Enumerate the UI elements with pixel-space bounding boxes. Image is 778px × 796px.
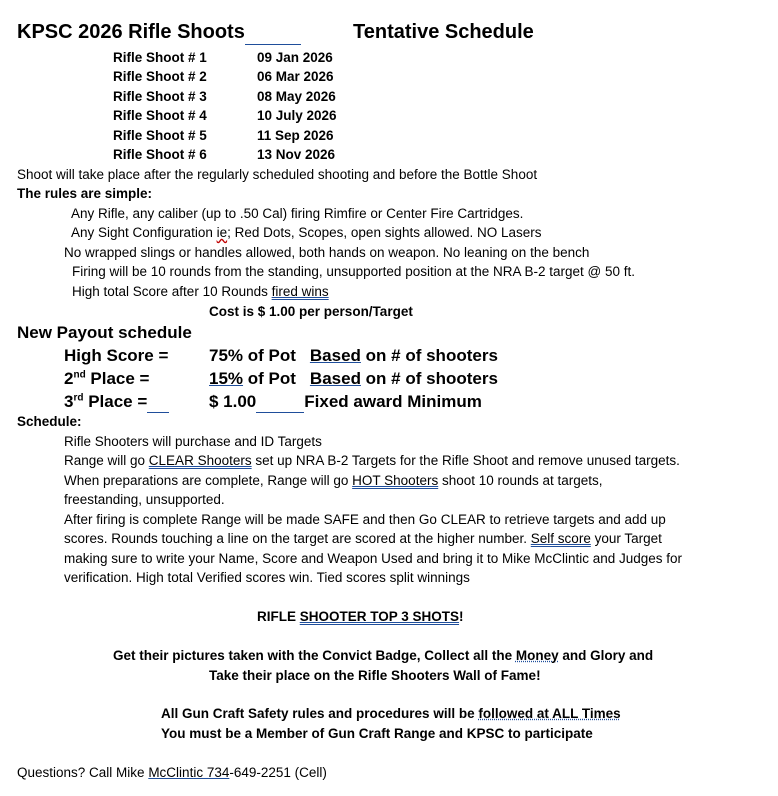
schedule-line-2 (64, 453, 680, 468)
shoot-label: Rifle Shoot # 3 (113, 89, 207, 104)
top3-underlined: SHOOTER TOP 3 SHOTS (299, 609, 460, 624)
place-num: 3 (64, 392, 74, 411)
clear-shooters: CLEAR Shooters (148, 453, 252, 468)
top3-line (257, 609, 464, 624)
third-place-value (209, 392, 482, 413)
high-score-label: High Score = (64, 346, 169, 365)
place-text: Place = (83, 392, 148, 411)
shoot-date: 09 Jan 2026 (257, 50, 333, 65)
rule-2 (71, 225, 542, 240)
rule-5-part: High total Score after 10 Rounds (72, 284, 272, 299)
contact-name-phone: McClintic 734 (148, 765, 230, 780)
safety-line-2: You must be a Member of Gun Craft Range and KPSC to participate (161, 726, 593, 741)
payout-part: on # of shooters (360, 346, 498, 365)
safety-part: All Gun Craft Safety rules and procedures will be (161, 706, 479, 721)
schedule-line-3 (64, 473, 603, 488)
title-right: Tentative Schedule (353, 21, 534, 43)
second-place-value (209, 369, 498, 389)
shoot-label: Rifle Shoot # 4 (113, 108, 207, 123)
place-sup: nd (73, 369, 86, 381)
place-num: 2 (64, 369, 74, 388)
rule-2-part: Any Sight Configuration (71, 225, 217, 240)
shoot-label: Rifle Shoot # 1 (113, 50, 207, 65)
top3-part: ! (459, 609, 464, 624)
schedule-part: When preparations are complete, Range will go (64, 473, 353, 488)
second-place-label (64, 369, 150, 389)
payout-part: 15% (209, 369, 244, 388)
schedule-part: scores. Rounds touching a line on the target are scored at the higher number. (64, 531, 531, 546)
payout-part: on # of shooters (360, 369, 498, 388)
payout-part: Fixed award Minimum (304, 392, 482, 411)
cost-text: Cost is $ 1.00 per person/Target (209, 304, 413, 319)
shoot-date: 06 Mar 2026 (257, 69, 334, 84)
schedule-part: your Target (590, 531, 662, 546)
schedule-part: Range will go (64, 453, 149, 468)
schedule-line-6 (64, 531, 662, 546)
shoot-label: Rifle Shoot # 5 (113, 128, 207, 143)
rule-5-fired-wins: fired wins (271, 284, 329, 299)
payout-based: Based (309, 346, 361, 365)
rule-3: No wrapped slings or handles allowed, both hands on weapon. No leaning on the bench (64, 245, 590, 260)
place-text: Place = (85, 369, 150, 388)
schedule-line-7: making sure to write your Name, Score and Weapon Used and bring it to Mike McClintic and Judges for (64, 551, 683, 566)
self-score: Self score (530, 531, 591, 546)
contact-part: Questions? Call Mike (17, 765, 149, 780)
contact-line (17, 765, 327, 780)
fame-part: Get their pictures taken with the Convict Badge, Collect all the (113, 648, 516, 663)
high-score-value (209, 346, 498, 366)
schedule-part: shoot 10 rounds at targets, (438, 473, 603, 488)
third-place-label (64, 392, 169, 413)
third-blank (147, 392, 169, 413)
shoot-date: 08 May 2026 (257, 89, 336, 104)
rule-1: Any Rifle, any caliber (up to .50 Cal) firing Rimfire or Center Fire Cartridges. (71, 206, 524, 221)
payout-part: of Pot (243, 369, 296, 388)
title-underline (245, 21, 301, 45)
rule-2-part: ; Red Dots, Scopes, open sights allowed. NO Lasers (227, 225, 542, 240)
rule-5 (72, 284, 329, 299)
rule-4: Firing will be 10 rounds from the standing, unsupported position at the NRA B-2 target @ 50 ft. (72, 264, 636, 279)
fame-line-1 (113, 648, 653, 663)
intro-text: Shoot will take place after the regularly scheduled shooting and before the Bottle Shoot (17, 167, 538, 182)
shoot-label: Rifle Shoot # 2 (113, 69, 207, 84)
contact-part: -649-2251 (Cell) (229, 765, 327, 780)
shoot-date: 11 Sep 2026 (257, 128, 334, 143)
payout-based: Based (309, 369, 361, 388)
schedule-line-4: freestanding, unsupported. (64, 492, 225, 507)
rules-heading: The rules are simple: (17, 186, 153, 201)
payout-heading: New Payout schedule (17, 323, 192, 342)
payout-part: $ 1.00 (209, 392, 257, 411)
schedule-part: set up NRA B-2 Targets for the Rifle Shoot and remove unused targets. (251, 453, 680, 468)
payout-part: 75% of Pot (209, 346, 296, 365)
schedule-line-1: Rifle Shooters will purchase and ID Targets (64, 434, 322, 449)
title-left: KPSC 2026 Rifle Shoots (17, 21, 245, 43)
fame-part: and Glory and (558, 648, 654, 663)
schedule-line-5: After firing is complete Range will be made SAFE and then Go CLEAR to retrieve targets and add up (64, 512, 666, 527)
place-sup: rd (73, 392, 84, 404)
hot-shooters: HOT Shooters (352, 473, 439, 488)
rule-2-ie: ie (216, 225, 228, 240)
fame-line-2: Take their place on the Rifle Shooters Wall of Fame! (209, 668, 541, 683)
doc-title (17, 21, 301, 45)
schedule-heading: Schedule: (17, 414, 82, 429)
fame-money: Money (515, 648, 559, 663)
top3-part: RIFLE (257, 609, 300, 624)
safety-line-1 (161, 706, 621, 721)
shoot-label: Rifle Shoot # 6 (113, 147, 207, 162)
third-gap (256, 392, 304, 413)
safety-followed: followed at ALL Times (478, 706, 621, 721)
schedule-line-8: verification. High total Verified scores win. Tied scores split winnings (64, 570, 470, 585)
shoot-date: 13 Nov 2026 (257, 147, 336, 162)
shoot-date: 10 July 2026 (257, 108, 337, 123)
